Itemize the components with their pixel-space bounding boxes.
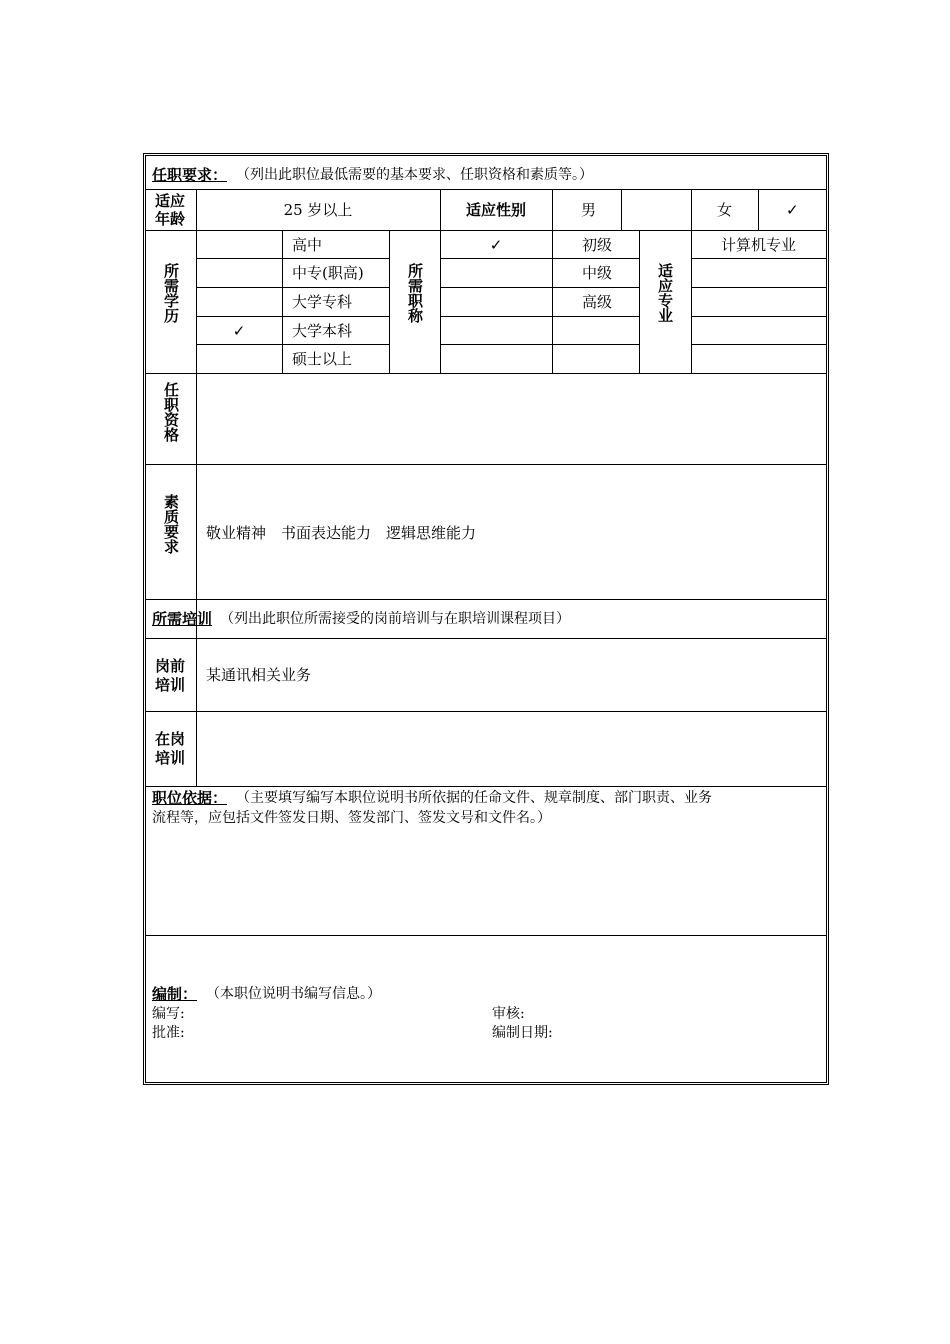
- quality-value: 敬业精神 书面表达能力 逻辑思维能力: [206, 524, 477, 542]
- table-rule: [639, 230, 640, 373]
- title-rank-level-2: 高级: [582, 293, 613, 311]
- table-rule: [146, 230, 826, 231]
- age-value: 25 岁以上: [283, 201, 353, 219]
- education-level-4: 硕士以上: [292, 350, 353, 368]
- basis-title: 职位依据：: [152, 789, 228, 807]
- writer-label: 编写:: [152, 1006, 185, 1022]
- job-requirements-form: [143, 153, 829, 1085]
- table-rule: [196, 258, 389, 259]
- qualification-label: 任职资格: [162, 382, 180, 442]
- table-rule: [691, 189, 692, 230]
- table-rule: [691, 258, 826, 259]
- table-rule: [146, 464, 826, 465]
- table-rule: [691, 344, 826, 345]
- pre-training-value: 某通讯相关业务: [206, 666, 312, 684]
- table-rule: [691, 316, 826, 317]
- education-level-1: 中专(职高): [292, 264, 364, 282]
- title-rank-label: 所需职称: [406, 263, 424, 323]
- table-rule: [146, 638, 826, 639]
- training-title: 所需培训: [152, 610, 213, 628]
- basis-note-line2: 流程等，应包括文件签发日期、签发部门、签发文号和文件名。）: [152, 810, 551, 826]
- gender-female: 女: [717, 201, 733, 219]
- education-level-0: 高中: [292, 236, 323, 254]
- compile-note: （本职位说明书编写信息。）: [206, 986, 381, 1002]
- requirements-title: 任职要求：: [152, 166, 228, 184]
- table-rule: [196, 189, 197, 786]
- table-rule: [196, 344, 389, 345]
- pre-training-label: 岗前培训: [154, 657, 185, 694]
- table-rule: [440, 316, 639, 317]
- approver-label: 批准:: [152, 1025, 185, 1041]
- gender-label: 适应性别: [465, 201, 526, 219]
- compile-title: 编制：: [152, 985, 198, 1003]
- title-rank-level-1: 中级: [582, 264, 613, 282]
- major-label: 适应专业: [656, 263, 674, 323]
- reviewer-label: 审核:: [492, 1006, 525, 1022]
- major-value: 计算机专业: [720, 236, 796, 254]
- education-check-3: ✓: [232, 322, 246, 340]
- quality-label: 素质要求: [162, 494, 180, 554]
- table-rule: [146, 935, 826, 936]
- table-rule: [440, 258, 639, 259]
- table-rule: [146, 599, 826, 600]
- table-rule: [389, 230, 390, 373]
- table-rule: [621, 189, 622, 230]
- table-rule: [146, 711, 826, 712]
- table-rule: [691, 287, 826, 288]
- basis-note-line1: （主要填写编写本职位说明书所依据的任命文件、规章制度、部门职责、业务: [236, 790, 712, 806]
- requirements-note: （列出此职位最低需要的基本要求、任职资格和素质等。）: [236, 167, 593, 183]
- education-level-2: 大学专科: [292, 293, 353, 311]
- on-training-label: 在岗培训: [154, 730, 185, 767]
- table-rule: [552, 189, 553, 373]
- table-rule: [440, 287, 639, 288]
- gender-male: 男: [581, 201, 597, 219]
- gender-female-check-icon: ✓: [786, 201, 799, 219]
- table-rule: [282, 230, 283, 373]
- education-level-3: 大学本科: [292, 322, 353, 340]
- table-rule: [146, 786, 826, 787]
- table-rule: [440, 344, 639, 345]
- date-label: 编制日期:: [492, 1025, 553, 1041]
- age-label: 适应年龄: [154, 192, 185, 228]
- table-rule: [146, 189, 826, 190]
- table-rule: [146, 373, 826, 374]
- table-rule: [758, 189, 759, 230]
- education-label: 所需学历: [162, 263, 180, 323]
- training-note: （列出此职位所需接受的岗前培训与在职培训课程项目）: [220, 611, 570, 627]
- table-rule: [196, 287, 389, 288]
- table-rule: [196, 316, 389, 317]
- title-rank-level-0: 初级: [582, 236, 613, 254]
- title-rank-check-0: ✓: [489, 236, 503, 254]
